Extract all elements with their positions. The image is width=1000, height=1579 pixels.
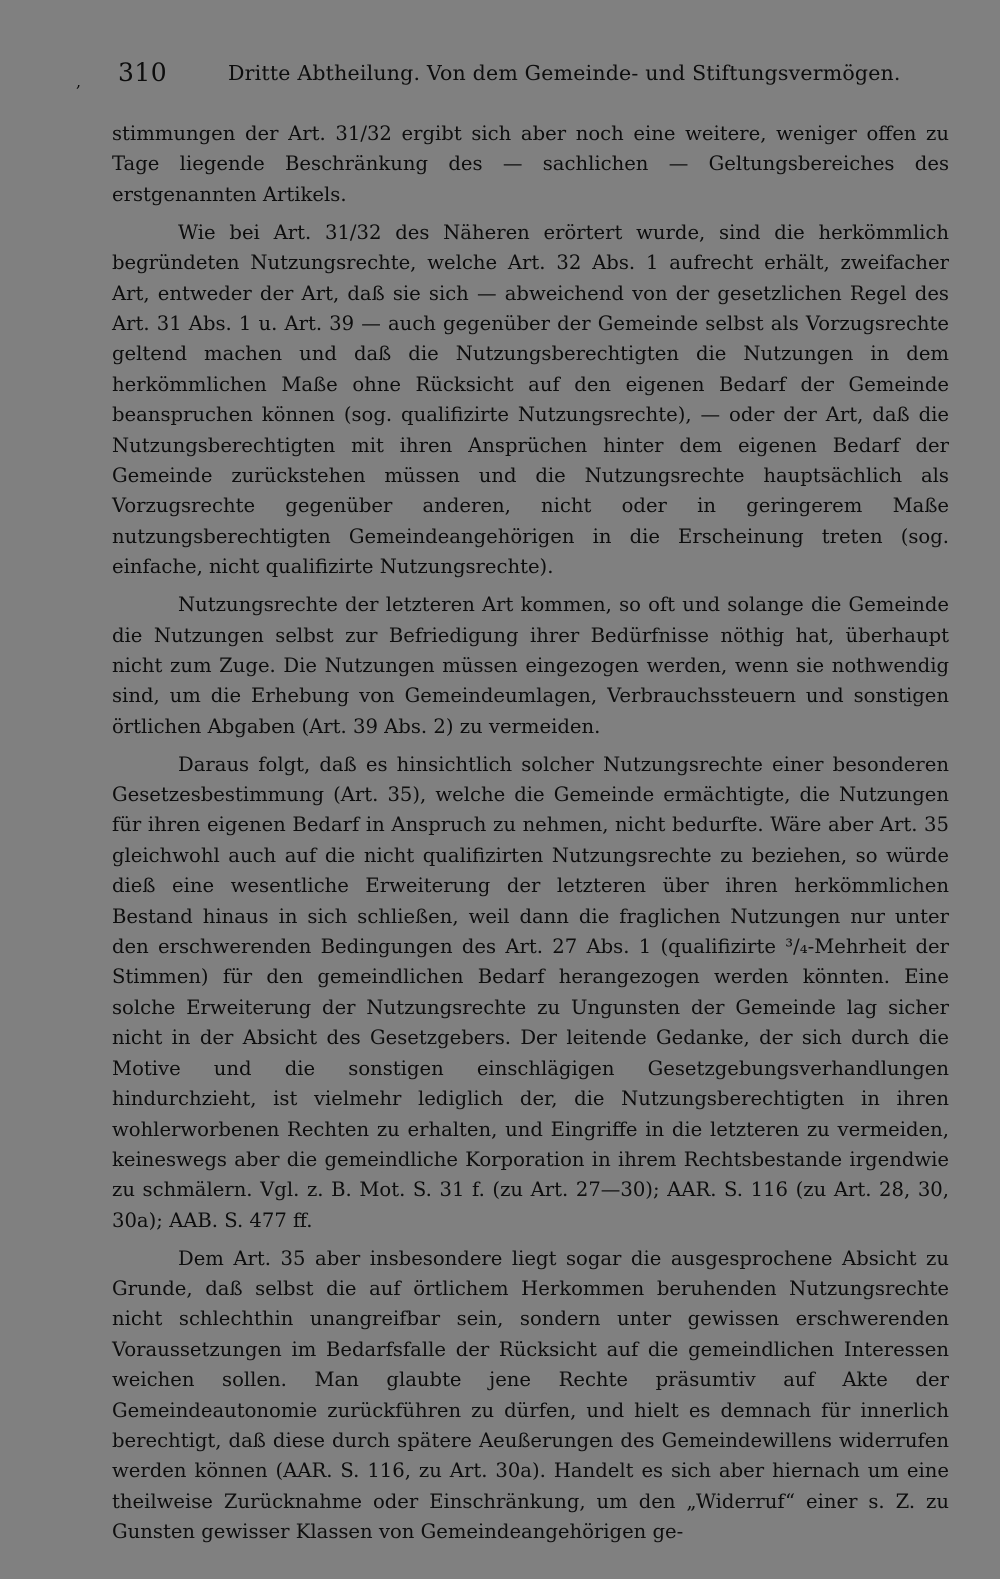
page-header (72, 52, 952, 96)
body-text (112, 119, 949, 1548)
paragraph: Wie bei Art. 31/32 des Näheren erörtert wurde, sind die herkömmlich begründeten Nutzungsrechte, welche Art. 32 Abs. 1 aufrecht erhält, zweifacher Art, entweder der Art, daß sie sich — abweichend von der gesetzlichen Regel des Art. 31 Abs. 1 u. Art. 39 — auch gegenüber der Gemeinde selbst als Vorzugsrechte geltend machen und daß die Nutzungsberechtigten die Nutzungen in dem herkömmlichen Maße ohne Rücksicht auf den eigenen Bedarf der Gemeinde beanspruchen können (sog. qualifizirte Nutzungsrechte), — oder der Art, daß die Nutzungsberechtigten mit ihren Ansprüchen hinter dem eigenen Bedarf der Gemeinde zurückstehen müssen und die Nutzungsrechte hauptsächlich als Vorzugsrechte gegenüber anderen, nicht oder in geringerem Maße nutzungsberechtigten Gemeindeangehörigen in die Erscheinung treten (sog. einfache, nicht qualifizirte Nutzungsrechte). (112, 220, 949, 579)
page-number: 310 (118, 58, 168, 87)
paragraph: Dem Art. 35 aber insbesondere liegt sogar die ausgesprochene Absicht zu Grunde, daß selbst die auf örtlichem Herkommen beruhenden Nutzungsrechte nicht schlechthin unangreifbar sein, sondern unter gewissen erschwerenden Voraussetzungen im Bedarfsfalle der Rücksicht auf die gemeindlichen Interessen weichen sollen. Man glaubte jene Rechte präsumtiv auf Akte der Gemeindeautonomie zurückführen zu dürfen, und hielt es demnach für innerlich berechtigt, daß diese durch spätere Aeußerungen des Gemeindewillens widerrufen werden können (AAR. S. 116, zu Art. 30a). Handelt es sich aber hiernach um eine theilweise Zurücknahme oder Einschränkung, um den „Widerruf“ einer s. Z. zu Gunsten gewisser Klassen von Gemeindeangehörigen ge- (112, 1246, 949, 1544)
paragraph: Daraus folgt, daß es hinsichtlich solcher Nutzungsrechte einer besonderen Gesetzesbestimmung (Art. 35), welche die Gemeinde ermächtigte, die Nutzungen für ihren eigenen Bedarf in Anspruch zu nehmen, nicht bedurfte. Wäre aber Art. 35 gleichwohl auch auf die nicht qualifizirten Nutzungsrechte zu beziehen, so würde dieß eine wesentliche Erweiterung der letzteren über ihren herkömmlichen Bestand hinaus in sich schließen, weil dann die fraglichen Nutzungen nur unter den erschwerenden Bedingungen des Art. 27 Abs. 1 (qualifizirte ³/₄-Mehrheit der Stimmen) für den gemeindlichen Bedarf herangezogen werden könnten. Eine solche Erweiterung der Nutzungsrechte zu Ungunsten der Gemeinde lag sicher nicht in der Absicht des Gesetzgebers. Der leitende Gedanke, der sich durch die Motive und die sonstigen einschlägigen Gesetzgebungsverhandlungen hindurchzieht, ist vielmehr lediglich der, die Nutzungsberechtigten in ihren wohlerworbenen Rechten zu erhalten, und Eingriffe in die letzteren zu vermeiden, keineswegs aber die gemeindliche Korporation in ihrem Rechtsbestande irgendwie zu schmälern. Vgl. z. B. Mot. S. 31 f. (zu Art. 27—30); AAR. S. 116 (zu Art. 28, 30, 30a); AAB. S. 477 ff. (112, 752, 949, 1232)
margin-mark: , (76, 72, 82, 91)
running-head: Dritte Abtheilung. Von dem Gemeinde- und Stiftungsvermögen. (228, 61, 901, 85)
paragraph: stimmungen der Art. 31/32 ergibt sich aber noch eine weitere, weniger offen zu Tage liegende Beschränkung des — sachlichen — Geltungsbereiches des erstgenannten Artikels. (112, 122, 949, 206)
paragraph: Nutzungsrechte der letzteren Art kommen, so oft und solange die Gemeinde die Nutzungen selbst zur Befriedigung ihrer Bedürfnisse nöthig hat, überhaupt nicht zum Zuge. Die Nutzungen müssen eingezogen werden, wenn sie nothwendig sind, um die Erhebung von Gemeindeumlagen, Verbrauchssteuern und sonstigen örtlichen Abgaben (Art. 39 Abs. 2) zu vermeiden. (112, 593, 949, 738)
